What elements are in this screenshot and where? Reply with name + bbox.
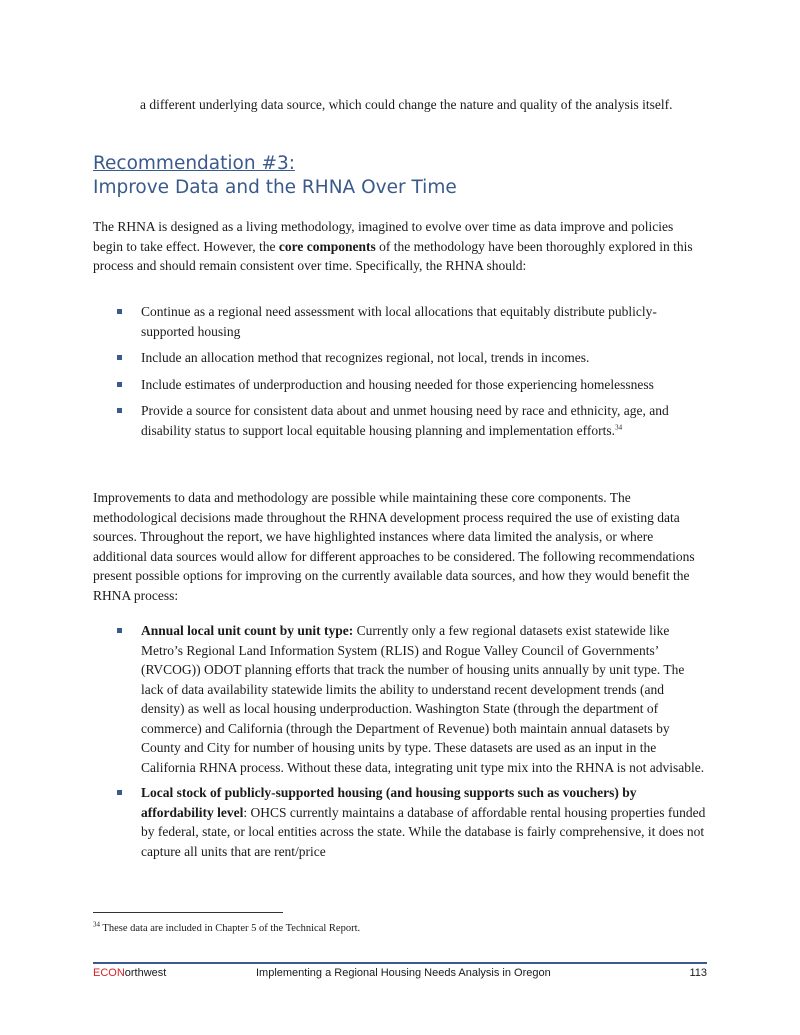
intro-paragraph (93, 217, 705, 276)
heading-line-1: Recommendation #3: (93, 153, 295, 174)
intro-text-1: The RHNA is designed as a living methodology, imagined to evolve over time as data improve and policies begin to take effect. However, the (93, 219, 674, 254)
list-item-text: Include an allocation method that recognizes regional, not local, trends in incomes. (141, 350, 590, 365)
footnote (93, 922, 693, 936)
bullet-square-icon (117, 790, 122, 795)
intro-bold-text: core components (278, 238, 376, 254)
list-item (93, 375, 705, 395)
brand-rest: orthwest (124, 967, 167, 979)
recommendations-list (93, 621, 707, 867)
intro-text-2: of the methodology have been thoroughly explored in this process and should remain consistent over time. Specifically, the RHNA should: (93, 238, 693, 273)
core-components-list (93, 302, 705, 447)
footnote-text: These data are included in Chapter 5 of the Technical Report. (100, 923, 361, 934)
footnote-divider (93, 912, 283, 913)
recommendation-text: Currently only a few regional datasets exist statewide like Metro’s Regional Land Information System (RLIS) and Rogue Valley Council of Governments’ (RVCOG)) ODOT planning efforts that track the number of housing units annually by unit type. The lack of data availability statewide limits the ability to understand recent development trends (and density) as well as local housing underproduction. Washington State (through the department of commerce) and California (through the Department of Revenue) both maintain annual datasets by County and City for number of housing units by type. These datasets are used as an input in the California RHNA process. Without these data, integrating unit type mix into the RHNA is not advisable. (141, 623, 705, 775)
list-item-text: Include estimates of underproduction and housing needed for those experiencing homelessness (141, 376, 654, 392)
brand-econ: ECON (93, 967, 125, 979)
footnote-number: 34 (93, 920, 100, 929)
page-number: 113 (689, 967, 707, 979)
bullet-square-icon (117, 355, 122, 360)
recommendation-title: Annual local unit count by unit type: (141, 623, 354, 638)
footnote-reference[interactable]: 34 (615, 423, 623, 431)
data-improvements-paragraph: Improvements to data and methodology are possible while maintaining these core components. The methodological decisions made throughout the RHNA development process required the use of existing data sources. Throughout the report, we have highlighted instances where data limited the analysis, or where additional data sources would allow for different approaches to be considered. The following recommendations present possible options for improving on the currently available data sources, and how they would benefit the RHNA process: (93, 490, 695, 603)
bullet-square-icon (117, 382, 122, 387)
bullet-square-icon (117, 309, 122, 314)
recommendation-text: : OHCS currently maintains a database of affordable rental housing properties funded by federal, state, or local entities across the state. While the database is fairly comprehensive, it does not capture all units that are rent/price (141, 804, 706, 859)
bullet-square-icon (117, 408, 122, 413)
list-item (93, 302, 705, 341)
recommendation-title: Local stock of publicly-supported housing (and housing supports such as vouchers) by affordability level (141, 785, 637, 820)
bullet-square-icon (117, 628, 122, 633)
list-item (93, 348, 705, 368)
document-title: Implementing a Regional Housing Needs Analysis in Oregon (256, 967, 551, 979)
section-heading (93, 152, 713, 200)
page-footer (93, 965, 707, 983)
footer-divider (93, 962, 707, 964)
list-item (93, 621, 707, 777)
heading-line-2: Improve Data and the RHNA Over Time (93, 177, 457, 198)
brand-name (93, 965, 166, 981)
list-item-text: Continue as a regional need assessment with local allocations that equitably distribute publicly-supported housing (141, 304, 657, 339)
continuation-paragraph: a different underlying data source, which could change the nature and quality of the analysis itself. (140, 97, 673, 112)
list-item-text: Provide a source for consistent data about and unmet housing need by race and ethnicity, age, and disability status to support local equitable housing planning and implementation efforts. (141, 403, 669, 438)
list-item (93, 401, 705, 440)
list-item (93, 783, 707, 861)
